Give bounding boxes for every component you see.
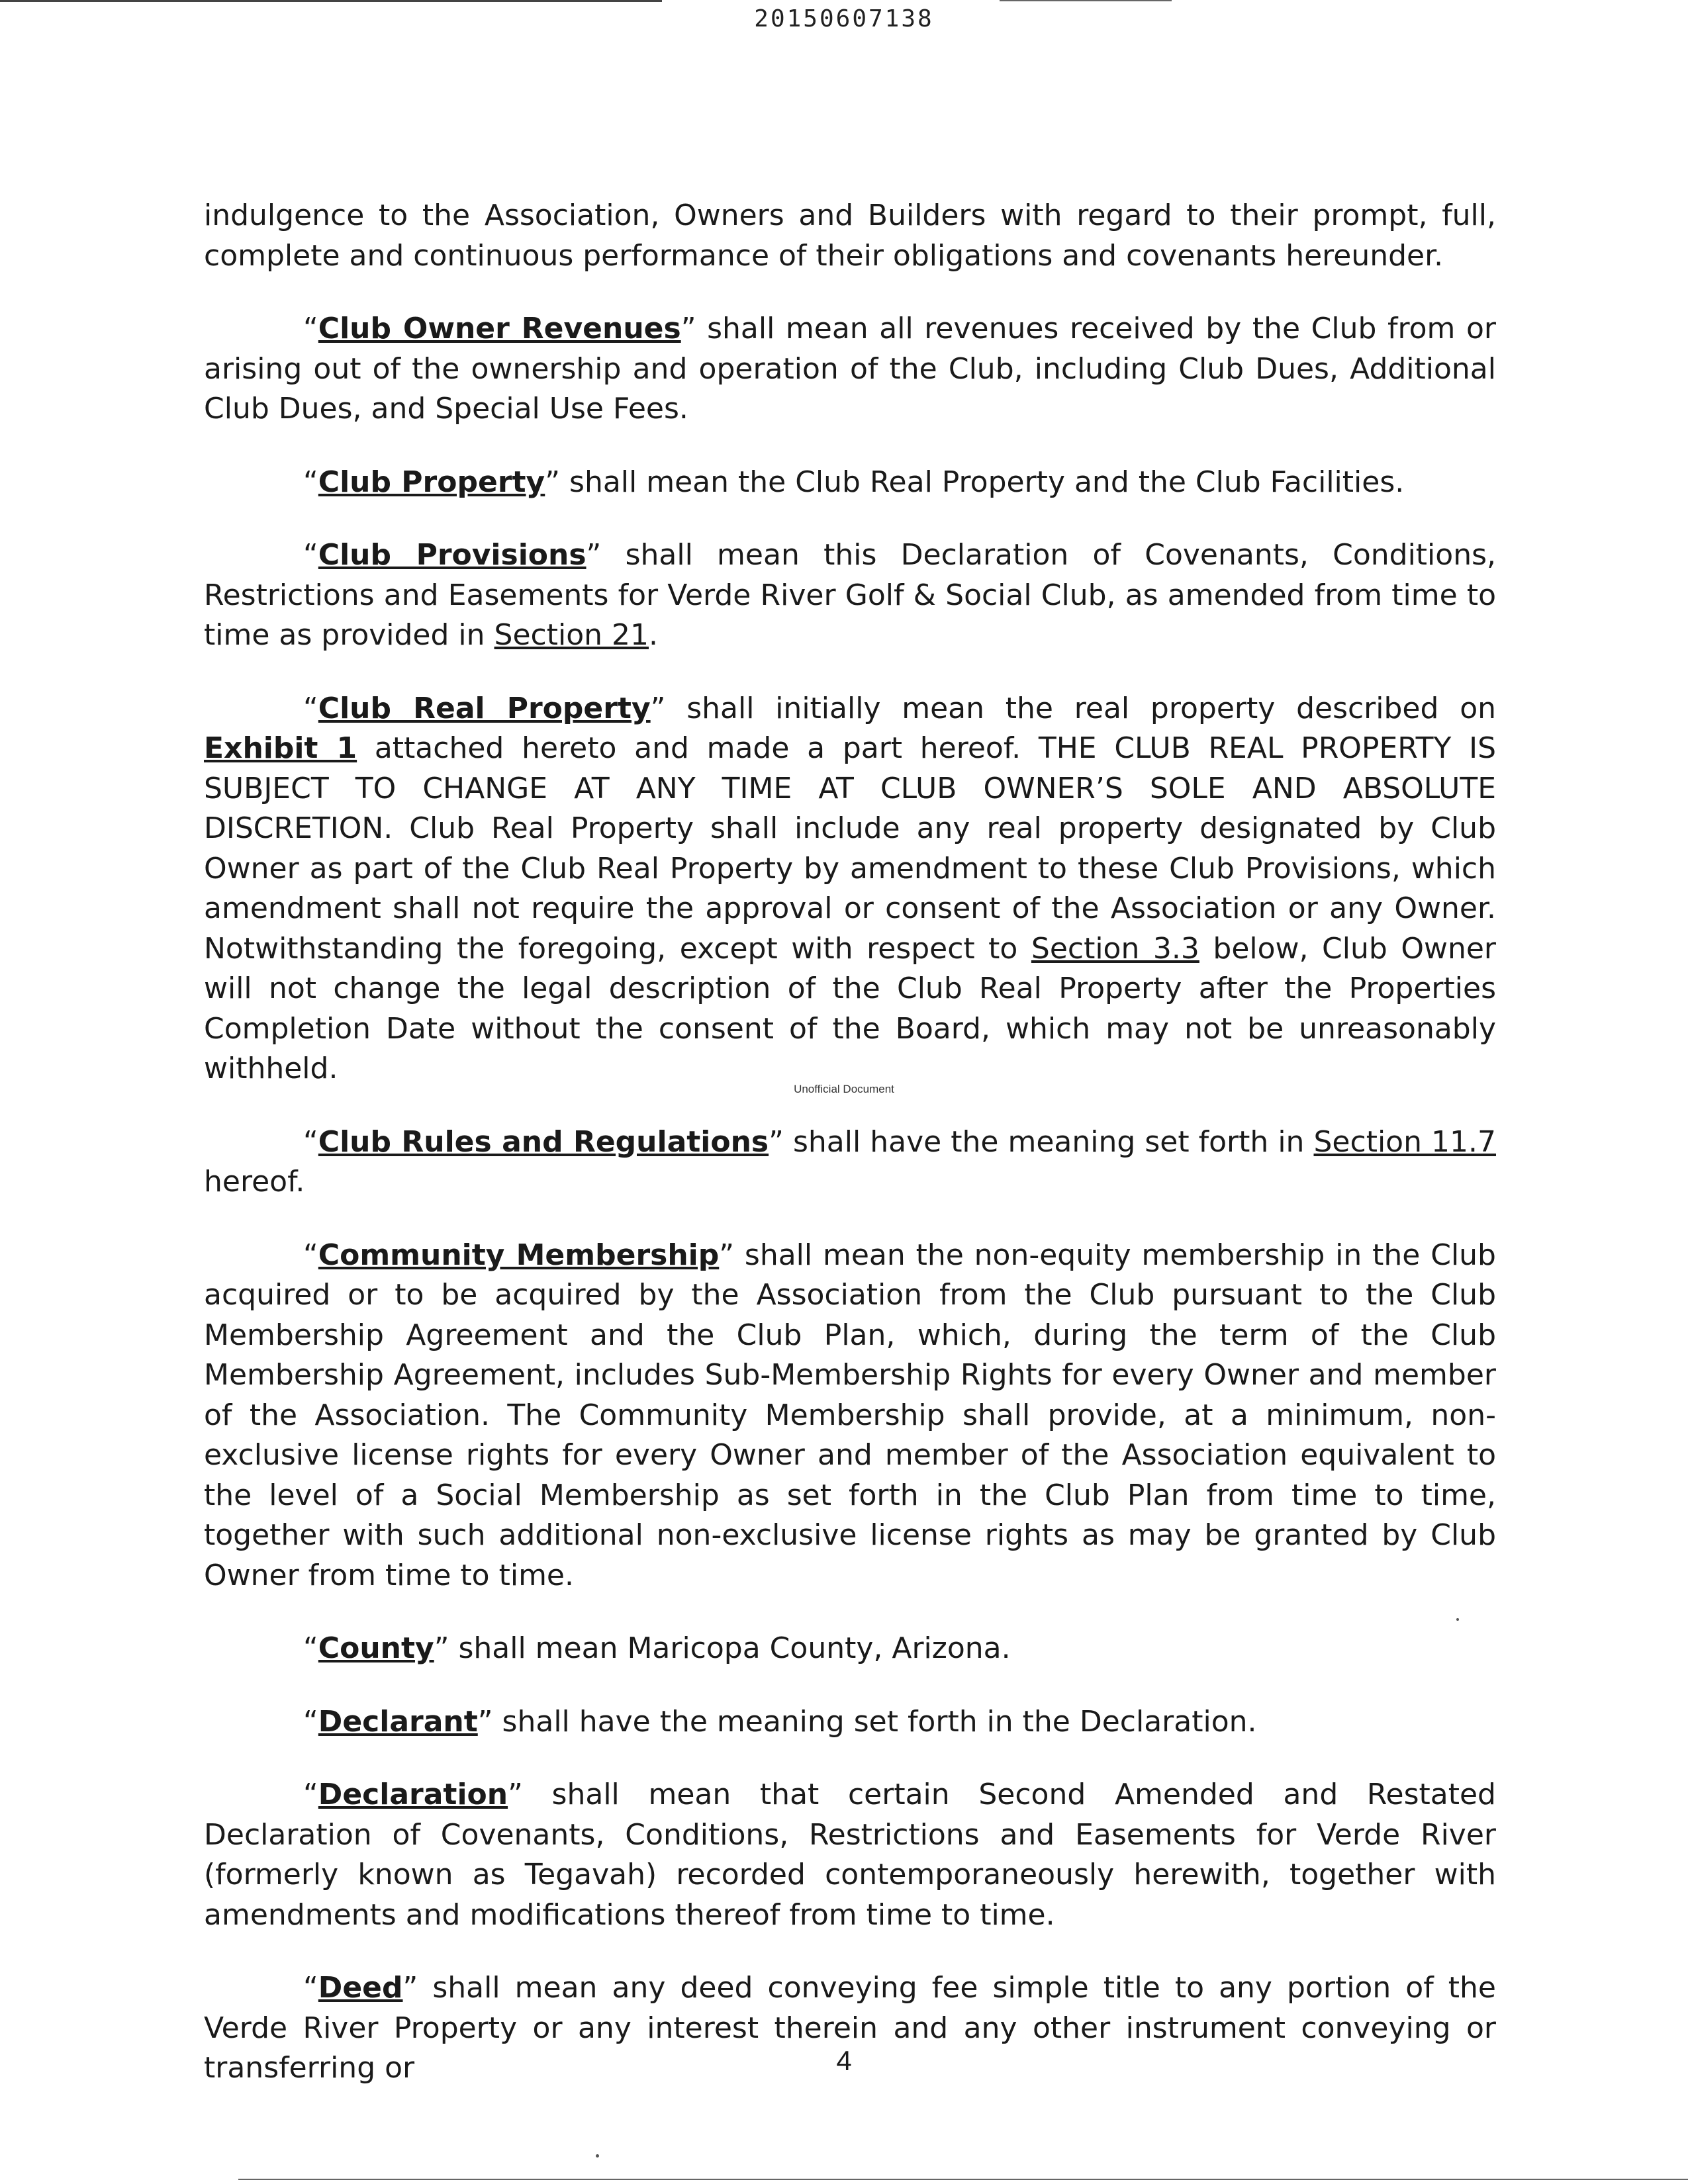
top-left-rule — [0, 0, 662, 2]
section-reference: Section 3.3 — [1031, 931, 1199, 966]
definition-club-real-property: “Club Real Property” shall initially mean the real property described on Exhibit 1 attached hereto and made a part hereof. THE CLUB REAL PROPERTY IS SUBJECT TO CHANGE AT ANY TIME AT CLUB OWNER’S SOLE AND ABSOLUTE DISCRETION. Club Real Property shall include any real property designated by Club Owner as part of the Club Real Property by amendment to these Club Provisions, which amendment shall not require the approval or consent of the Association or any Owner. Notwithstanding the foregoing, except with respect to Section 3.3 below, Club Owner will not change the legal description of the Club Real Property after the Properties Completion Date without the consent of the Board, which may not be unreasonably withheld. — [204, 691, 1497, 1085]
definition-community-membership: “Community Membership” shall mean the non-equity membership in the Club acquired or to be acquired by the Association from the Club pursuant to the Club Membership Agreement and the Club Plan, which, during the term of the Club Membership Agreement, includes Sub-Membership Rights for every Owner and member of the Association. The Community Membership shall provide, at a minimum, non-exclusive license rights for every Owner and member of the Association equivalent to the level of a Social Membership as set forth in the Club Plan from time to time, together with such additional non-exclusive license rights as may be granted by Club Owner from time to time. — [204, 1238, 1496, 1592]
definition-deed: “Deed” shall mean any deed conveying fee simple title to any portion of the Verde River Property or any interest therein and any other instrument conveying or transferring or — [204, 1971, 1496, 2085]
definition-club-property: “Club Property” shall mean the Club Real Property and the Club Facilities. — [303, 465, 1405, 499]
definition-declarant: “Declarant” shall have the meaning set forth in the Declaration. — [303, 1704, 1257, 1739]
exhibit-reference: Exhibit 1 — [204, 731, 357, 765]
definition-club-rules-and-regulations: “Club Rules and Regulations” shall have the meaning set forth in Section 11.7 hereof. — [204, 1124, 1496, 1199]
defined-term: Club Real Property — [318, 691, 651, 725]
top-right-rule — [1000, 0, 1172, 1]
document-body — [204, 196, 1496, 2122]
defined-term: Club Rules and Regulations — [318, 1124, 769, 1159]
definition-club-owner-revenues: “Club Owner Revenues” shall mean all revenues received by the Club from or arising out of the ownership and operation of the Club, including Club Dues, Additional Club Dues, and Special Use Fees. — [204, 312, 1496, 426]
defined-term: Club Owner Revenues — [318, 312, 681, 345]
paragraph-continuation: indulgence to the Association, Owners and Builders with regard to their prompt, full, complete and continuous performance of their obligations and covenants hereunder. — [204, 199, 1496, 273]
defined-term: Club Property — [318, 465, 545, 499]
bottom-rule — [238, 2179, 1688, 2180]
defined-term: Declarant — [318, 1704, 478, 1739]
defined-term: Declaration — [318, 1778, 508, 1811]
definition-club-provisions: “Club Provisions” shall mean this Declaration of Covenants, Conditions, Restrictions and Easements for Verde River Golf & Social Club, as amended from time to time as provided in Section 21. — [204, 538, 1496, 652]
unofficial-document-watermark: Unofficial Document — [794, 1083, 894, 1095]
scan-speck — [596, 2154, 599, 2158]
definition-county: “County” shall mean Maricopa County, Arizona. — [303, 1631, 1011, 1665]
definition-declaration: “Declaration” shall mean that certain Second Amended and Restated Declaration of Covenants, Conditions, Restrictions and Easements for Verde River (formerly known as Tegavah) recorded contemporaneously herewith, together with amendments and modifications thereof from time to time. — [204, 1778, 1496, 1932]
defined-term: Community Membership — [318, 1238, 720, 1272]
section-reference: Section 11.7 — [1313, 1124, 1496, 1159]
section-reference: Section 21 — [494, 618, 649, 652]
defined-term: County — [318, 1631, 434, 1665]
page-number: 4 — [836, 2045, 852, 2076]
defined-term: Deed — [318, 1971, 403, 2005]
scan-speck — [1456, 1618, 1459, 1621]
defined-term: Club Provisions — [318, 538, 586, 572]
document-number: 20150607138 — [754, 5, 934, 32]
